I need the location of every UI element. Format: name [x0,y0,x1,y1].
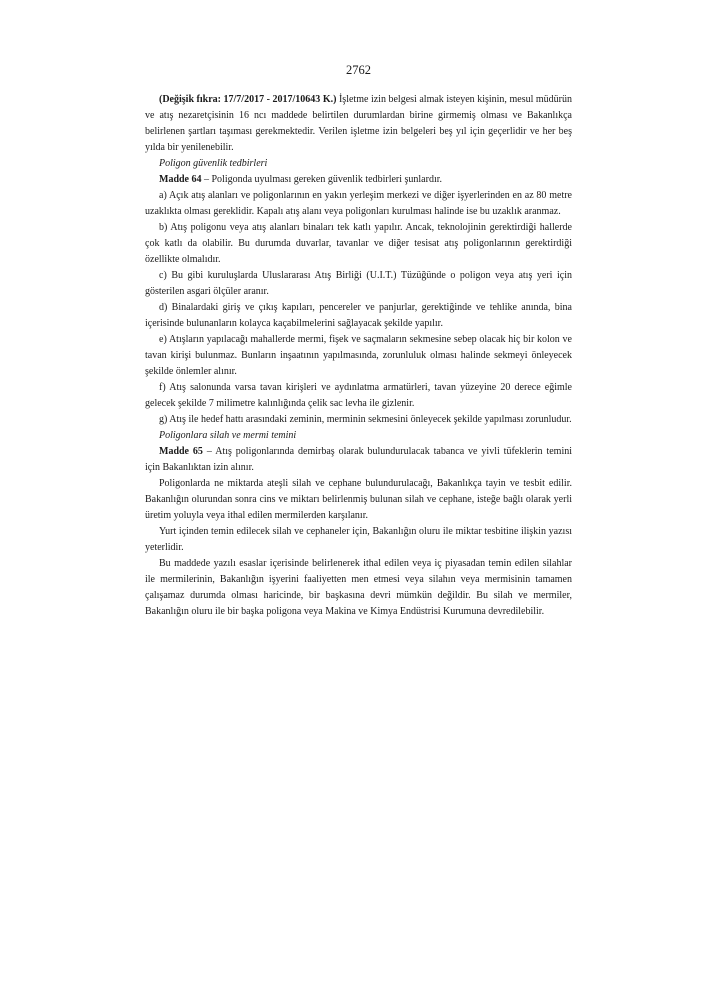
section-heading-silah-mermi: Poligonlara silah ve mermi temini [159,430,297,441]
clause-d: d) Binalardaki giriş ve çıkış kapıları, pencereler ve panjurlar, gerektiğinde ve tehlike anında, bina içerisinde bulunanların kolayca kaçabilmelerini sağlayacak şekilde yapılır. [145,302,572,329]
clause-e: e) Atışların yapılacağı mahallerde mermi, fişek ve saçmaların sekmesine sebep olacak hiç bir kolon ve tavan kirişi bulunmaz. Bunların inşaatının yapılmasında, zorunluluk olması halinde sekmeyi önleyecek şekilde önlemler alınır. [145,334,572,377]
paragraph-text: İşletme izin belgesi almak isteyen kişinin, mesul müdürün ve atış nezaretçisinin 16 ncı maddede belirtilen durumlardan birine girmemiş olması ve Bakanlıkça belirlenen şartları taşıması gerekmektedir. Verilen işletme izin belgeleri beş yıl için geçerlidir ve her beş yılda bir yenilenebilir. [145,94,573,153]
paragraph-text: – Poligonda uyulması gereken güvenlik tedbirleri şunlardır. [201,174,443,185]
clause-a: a) Açık atış alanları ve poligonlarının en yakın yerleşim merkezi ve diğer işyerlerinden en az 80 metre uzaklıkta olması gereklidir. Kapalı atış alanı veya poligonları kurulması halinde ise bu uzaklık aranmaz. [145,190,572,217]
page-number: 2762 [346,63,371,77]
section-heading-poligon-guvenlik: Poligon güvenlik tedbirleri [159,158,268,169]
clause-f: f) Atış salonunda varsa tavan kirişleri ve aydınlatma armatürleri, tavan yüzeyine 20 derece eğimle gelecek şekilde 7 milimetre kalınlığında çelik sac levha ile gizlenir. [145,382,572,409]
article-65 [145,444,572,476]
clause-g: g) Atış ile hedef hattı arasındaki zeminin, merminin sekmesini önleyecek şekilde yapılması zorunludur. [159,414,572,425]
amendment-paragraph [145,92,572,156]
paragraph: Bu maddede yazılı esaslar içerisinde belirlenerek ithal edilen veya iç piyasadan temin edilen silahlar ile mermilerinin, Bakanlığın işyerini faaliyetten men etmesi veya silahın veya mermisinin tamamen çalışamaz durumda olması haricinde, bir başkasına devri mümkün değildir. Bu silah ve mermiler, Bakanlığın oluru ile bir başka poligona veya Makina ve Kimya Endüstrisi Kurumuna devredilebilir. [145,558,572,617]
document-page [145,62,572,620]
article-number: Madde 65 [159,446,203,457]
article-64 [145,172,572,188]
clause-c: c) Bu gibi kuruluşlarda Uluslararası Atış Birliği (U.I.T.) Tüzüğünde o poligon veya atış yeri için gösterilen asgari ölçüler aranır. [145,270,572,297]
paragraph: Yurt içinden temin edilecek silah ve cephaneler için, Bakanlığın oluru ile miktar tesbitine ilişkin yazısı yeterlidir. [145,526,572,553]
paragraph-text: – Atış poligonlarında demirbaş olarak bulundurulacak tabanca ve yivli tüfeklerin temini için Bakanlıktan izin alınır. [145,446,573,473]
clause-b: b) Atış poligonu veya atış alanları binaları tek katlı yapılır. Ancak, teknolojinin gerektirdiği hallerde çok katlı da olabilir. Bu durumda duvarlar, tavanlar ve diğer tesisat atış poligonlarının gerektirdiği özellikte olmalıdır. [145,222,572,265]
article-number: Madde 64 [159,174,202,185]
amendment-note: (Değişik fıkra: 17/7/2017 - 2017/10643 K.) [159,94,337,105]
paragraph: Poligonlarda ne miktarda ateşli silah ve cephane bulundurulacağı, Bakanlıkça tayin ve tesbit edilir. Bakanlığın olurundan sonra cins ve miktarı belirlenmiş bulunan silah ve cephane, isteğe bağlı olarak yerli üretim yoluyla veya ithal edilen mermilerden karşılanır. [145,478,572,521]
